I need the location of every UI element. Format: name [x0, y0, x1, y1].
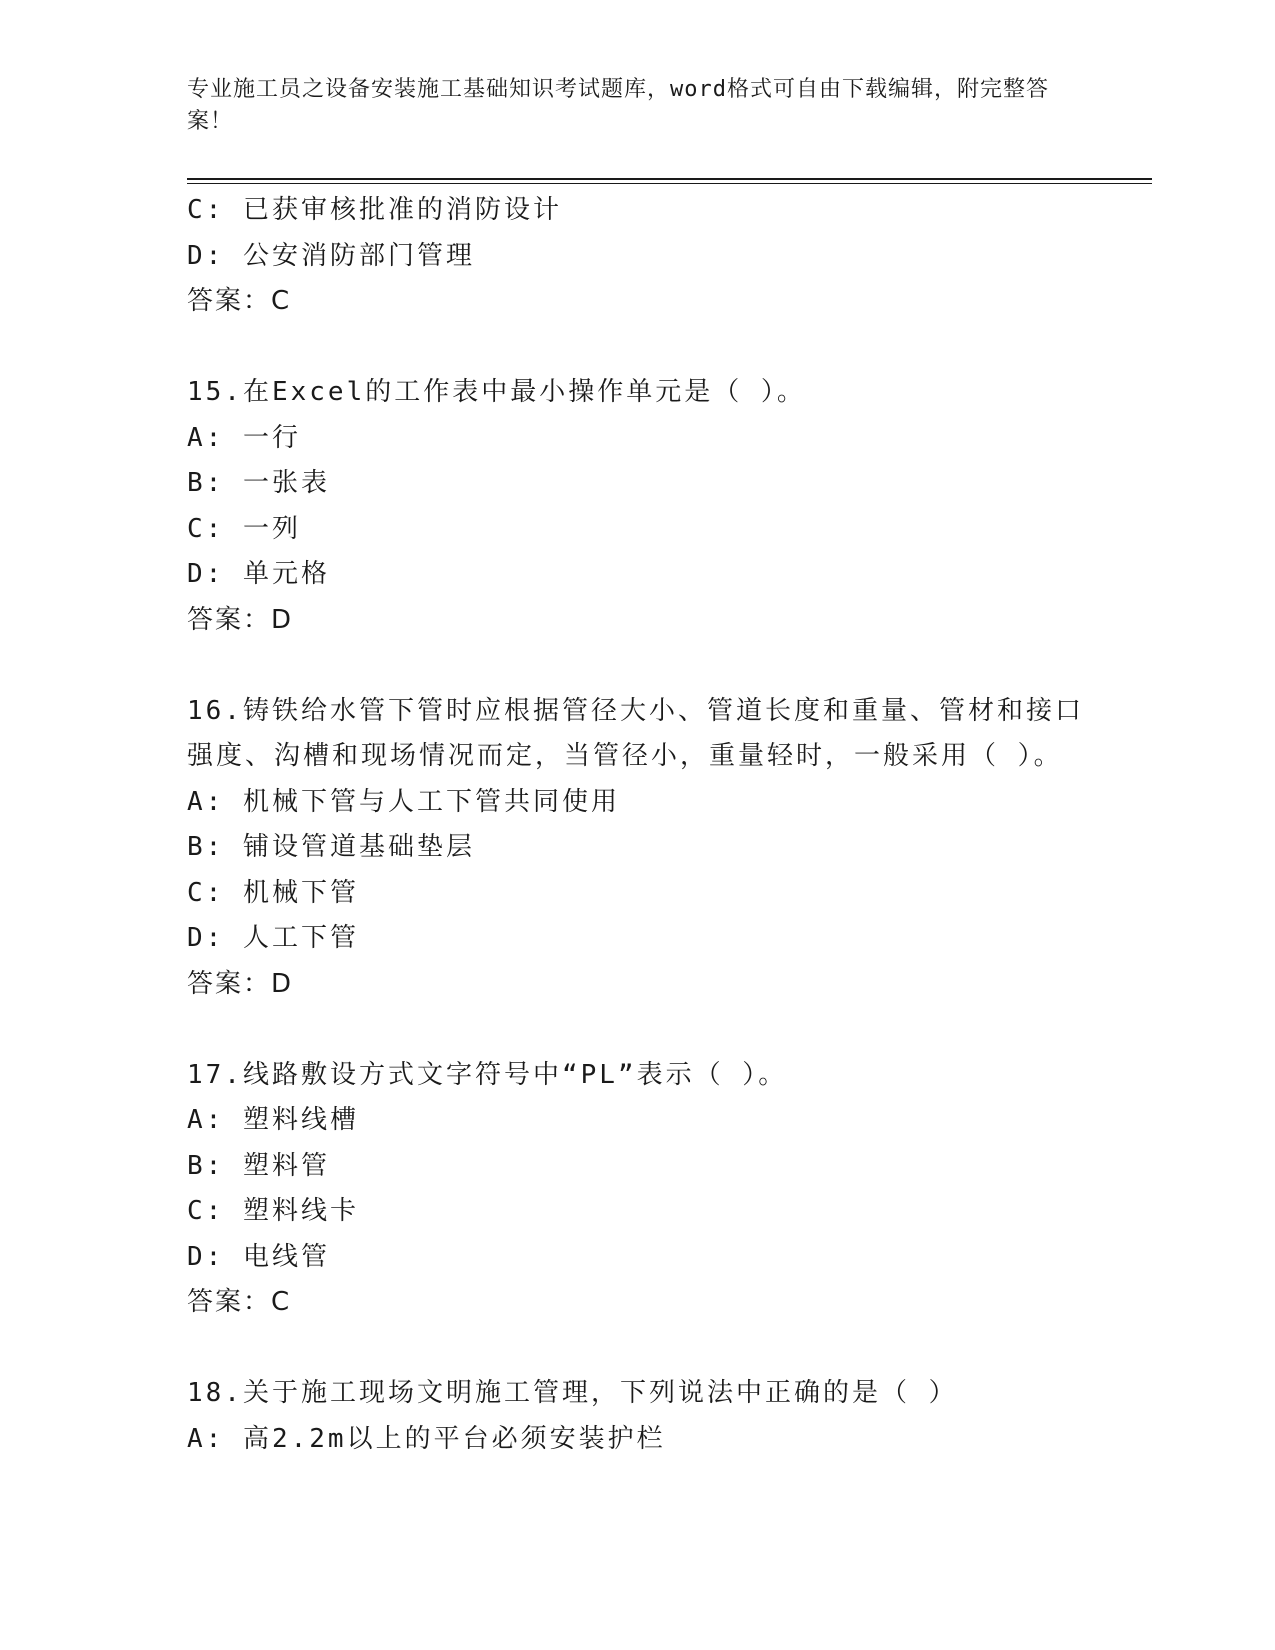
- option-c: C: 已获审核批准的消防设计: [187, 195, 562, 225]
- option-d: D: 电线管: [187, 1241, 330, 1272]
- spacer: [187, 643, 1087, 689]
- option-d: D: 人工下管: [187, 923, 359, 953]
- question-text: 17.线路敷设方式文字符号中“PL”表示（ ）。: [187, 1059, 788, 1090]
- question-text-continued: 强度、沟槽和现场情况而定，当管径小，重量轻时，一般采用（ ）。: [187, 741, 1063, 771]
- answer: 答案：C: [187, 286, 292, 316]
- question-17: [187, 1053, 1087, 1326]
- option-a: A: 高2.2m以上的平台必须安装护栏: [187, 1423, 666, 1454]
- question-14-continued: [187, 188, 1087, 325]
- document-header: 专业施工员之设备安装施工基础知识考试题库，word格式可自由下载编辑，附完整答案！: [187, 77, 1049, 134]
- question-text: 16.铸铁给水管下管时应根据管径大小、管道长度和重量、管材和接口: [187, 695, 1084, 726]
- option-b: B: 铺设管道基础垫层: [187, 832, 475, 862]
- header-rule-thick: [187, 178, 1152, 180]
- answer: 答案：D: [187, 604, 294, 635]
- option-a: A: 塑料线槽: [187, 1105, 359, 1135]
- option-a: A: 机械下管与人工下管共同使用: [187, 786, 620, 817]
- option-c: C: 塑料线卡: [187, 1196, 359, 1226]
- spacer: [187, 325, 1087, 371]
- option-b: B: 塑料管: [187, 1150, 330, 1181]
- option-c: C: 机械下管: [187, 877, 359, 908]
- question-text: 15.在Excel的工作表中最小操作单元是（ ）。: [187, 377, 806, 407]
- question-18: [187, 1371, 1087, 1462]
- header-rule-thin: [187, 183, 1152, 184]
- option-d: D: 公安消防部门管理: [187, 240, 475, 271]
- question-text: 18.关于施工现场文明施工管理，下列说法中正确的是（ ）: [187, 1378, 958, 1408]
- question-16: [187, 689, 1087, 1008]
- option-d: D: 单元格: [187, 559, 330, 589]
- spacer: [187, 1326, 1087, 1372]
- question-15: [187, 370, 1087, 643]
- spacer: [187, 1007, 1087, 1053]
- option-a: A: 一行: [187, 422, 301, 453]
- answer: 答案：D: [187, 968, 294, 999]
- option-c: C: 一列: [187, 513, 301, 544]
- option-b: B: 一张表: [187, 468, 330, 498]
- question-list: [187, 188, 1087, 1462]
- answer: 答案：C: [187, 1287, 292, 1317]
